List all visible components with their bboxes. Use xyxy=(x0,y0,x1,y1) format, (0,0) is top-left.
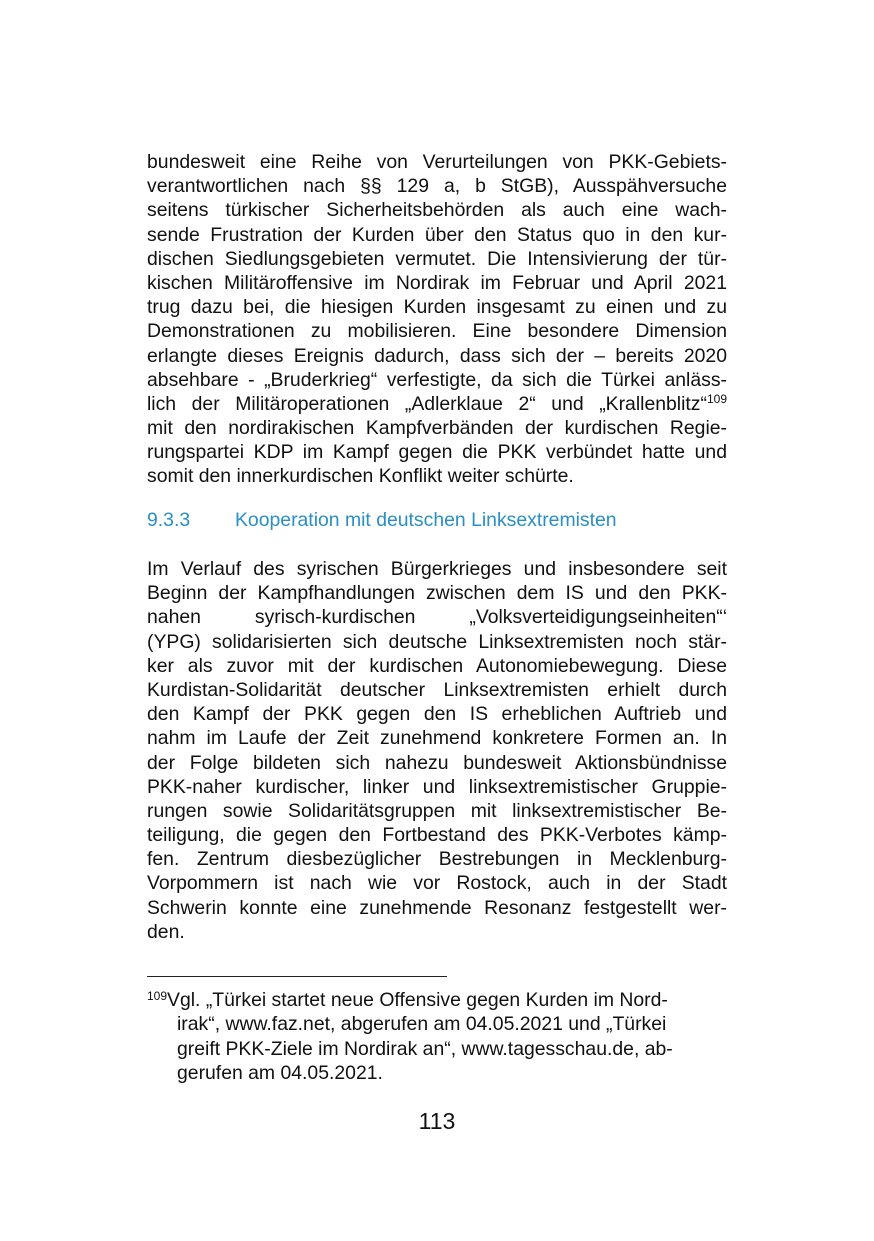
paragraph-line: Beginn der Kampfhandlungen zwischen dem IS und den PKK- xyxy=(147,582,727,605)
footnote-separator xyxy=(147,976,447,977)
footnote-number: 109 xyxy=(147,989,168,1003)
body-paragraph-1 xyxy=(147,150,727,489)
paragraph-line: trug dazu bei, die hiesigen Kurden insgesamt zu einen und zu xyxy=(147,296,727,319)
paragraph-line-text: lich der Militäroperationen „Adlerklaue 2“ und „Krallenblitz“ xyxy=(147,392,707,415)
paragraph-line: ker als zuvor mit der kurdischen Autonomiebewegung. Diese xyxy=(147,654,727,677)
paragraph-line: nahm im Laufe der Zeit zunehmend konkretere Formen an. In xyxy=(147,727,727,750)
paragraph-line: bundesweit eine Reihe von Verurteilungen von PKK-Gebiets- xyxy=(147,151,727,173)
section-heading xyxy=(147,507,727,533)
paragraph-line: mit den nordirakischen Kampfverbänden der kurdischen Regie- xyxy=(147,417,727,440)
paragraph-line: Kurdistan-Solidarität deutscher Linksextremisten erhielt durch xyxy=(147,678,727,701)
paragraph-line: Schwerin konnte eine zunehmende Resonanz festgestellt wer- xyxy=(147,896,727,919)
paragraph-line: fen. Zentrum diesbezüglicher Bestrebungen in Mecklenburg- xyxy=(147,848,727,871)
body-paragraph-2 xyxy=(147,557,727,944)
paragraph-line: sende Frustration der Kurden über den Status quo in den kur- xyxy=(147,223,727,246)
paragraph-line: rungspartei KDP im Kampf gegen die PKK verbündet hatte und xyxy=(147,441,727,464)
section-title: Kooperation mit deutschen Linksextremisten xyxy=(235,509,617,531)
section-number: 9.3.3 xyxy=(147,509,191,531)
footnote xyxy=(147,988,727,1086)
footnote-reference[interactable]: 109 xyxy=(706,391,727,406)
paragraph-line: absehbare - „Bruderkrieg“ verfestigte, da sich die Türkei anläss- xyxy=(147,368,727,391)
paragraph-line: den Kampf der PKK gegen den IS erheblichen Auftrieb und xyxy=(147,703,727,726)
paragraph-line: (YPG) solidarisierten sich deutsche Linksextremisten noch stär- xyxy=(147,630,727,653)
footnote-line: gerufen am 04.05.2021. xyxy=(177,1062,383,1085)
paragraph-line: teiligung, die gegen den Fortbestand des PKK-Verbotes kämp- xyxy=(147,824,727,847)
footnote-line xyxy=(147,988,727,1012)
footnote-line: irak“, www.faz.net, abgerufen am 04.05.2021 und „Türkei xyxy=(177,1013,667,1036)
paragraph-line: rungen sowie Solidaritätsgruppen mit linksextremistischer Be- xyxy=(147,799,727,822)
paragraph-line-with-footnote-ref xyxy=(147,392,727,416)
paragraph-line: PKK-naher kurdischer, linker und linksextremistischer Gruppie- xyxy=(147,775,727,798)
footnote-line: greift PKK-Ziele im Nordirak an“, www.tagesschau.de, ab- xyxy=(177,1037,673,1060)
paragraph-line: Im Verlauf des syrischen Bürgerkrieges und insbesondere seit xyxy=(147,558,727,580)
footnote-text: Vgl. „Türkei startet neue Offensive gegen Kurden im Nord- xyxy=(167,989,668,1011)
paragraph-line: erlangte dieses Ereignis dadurch, dass sich der – bereits 2020 xyxy=(147,344,727,367)
paragraph-line: der Folge bildeten sich nahezu bundesweit Aktionsbündnisse xyxy=(147,751,727,774)
paragraph-line: seitens türkischer Sicherheitsbehörden als auch eine wach- xyxy=(147,199,727,222)
paragraph-line: verantwortlichen nach §§ 129 a, b StGB), Ausspähversuche xyxy=(147,175,727,198)
page-number: 113 xyxy=(418,1108,456,1134)
paragraph-line: somit den innerkurdischen Konflikt weiter schürte. xyxy=(147,465,574,488)
paragraph-line: den. xyxy=(147,920,185,943)
paragraph-line: kischen Militäroffensive im Nordirak im Februar und April 2021 xyxy=(147,271,727,294)
paragraph-line: dischen Siedlungsgebieten vermutet. Die Intensivierung der tür- xyxy=(147,247,727,270)
paragraph-line: nahen syrisch-kurdischen „Volksverteidigungseinheiten“‘ xyxy=(147,606,727,629)
paragraph-line: Demonstrationen zu mobilisieren. Eine besondere Dimension xyxy=(147,320,727,343)
paragraph-line: Vorpommern ist nach wie vor Rostock, auch in der Stadt xyxy=(147,872,727,895)
